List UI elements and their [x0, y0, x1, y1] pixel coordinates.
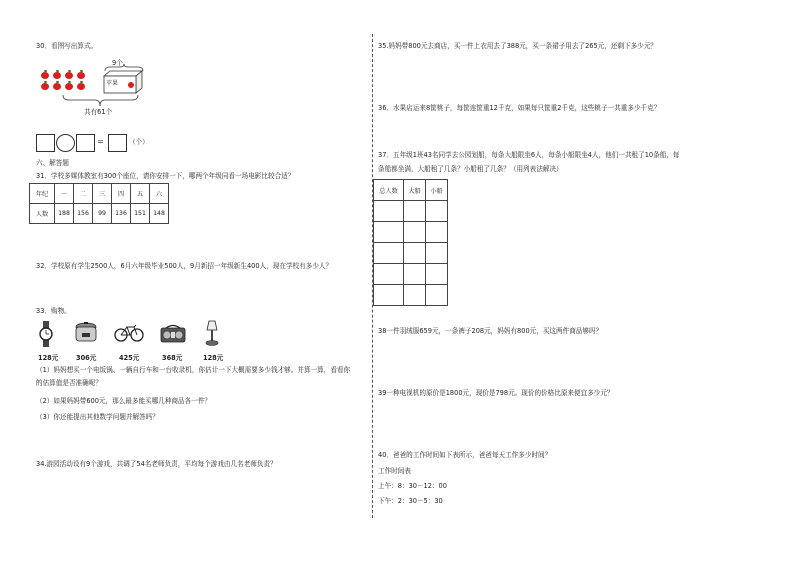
- table-cell: 99: [93, 204, 112, 224]
- unit-label: （个）: [129, 138, 149, 146]
- table-cell: 人数: [30, 204, 55, 224]
- q31-text: 31．学校多媒体教室有300个座位，请你安排一下，哪两个年级同看一场电影比较合适？: [36, 172, 295, 180]
- price-rice-cooker: 306元: [76, 354, 97, 362]
- q37-table: [373, 179, 448, 306]
- q35-text: 35.妈妈带800元去商店，买一件上衣用去了388元，买一条裙子用去了265元，还剩下多少元？: [378, 42, 658, 50]
- apple-icon: [65, 72, 73, 79]
- table-cell: 四: [112, 184, 131, 204]
- q37-line1: 37．五年级1班43名同学去公园划船，每条大船限坐6人，每条小船限坐4人，他们一共租了10条船，每: [378, 151, 680, 159]
- table-cell[interactable]: [426, 285, 448, 306]
- radio-recorder-icon: [160, 324, 186, 343]
- table-cell[interactable]: [374, 264, 404, 285]
- apple-icon: [41, 83, 49, 90]
- table-header-cell: 总人数: [374, 180, 404, 201]
- section-title: 六、解答题: [36, 159, 69, 167]
- q40-afternoon-hours: 下午：2：30－5：30: [378, 497, 443, 505]
- table-cell[interactable]: [374, 285, 404, 306]
- answer-box-1[interactable]: [36, 134, 55, 152]
- table-cell: 二: [74, 184, 93, 204]
- table-cell[interactable]: [426, 243, 448, 264]
- table-header-cell: 小船: [426, 180, 448, 201]
- q33-sub1-line1: （1）妈妈想买一个电饭锅、一辆自行车和一台收录机，你估计一下大概需要多少钱才够。并算一算，看看你: [36, 366, 351, 374]
- operator-circle[interactable]: [56, 134, 75, 152]
- table-cell[interactable]: [374, 201, 404, 222]
- q33-sub1-line2: 的估算值是否准确呢？: [36, 379, 102, 387]
- table-header-cell: 大船: [404, 180, 426, 201]
- q40-morning-hours: 上午：8：30－12：00: [378, 482, 447, 490]
- q34-text: 34.游园活动设有9个游戏，共调了54名老师负责，平均每个游戏由几名老师负责？: [36, 460, 277, 468]
- table-cell: 188: [55, 204, 74, 224]
- table-cell: 136: [112, 204, 131, 224]
- rice-cooker-icon: [74, 322, 98, 344]
- apple-icon: [53, 72, 61, 79]
- apple-icon: [41, 72, 49, 79]
- table-row: [30, 204, 169, 224]
- q33-sub3: （3）你还能提出其他数学问题并解答吗？: [36, 413, 159, 421]
- table-cell: 一: [55, 184, 74, 204]
- table-row: [374, 264, 448, 285]
- q39-text: 39一种电视机的原价是1800元，现价是798元。现价的价格比原来便宜多少元？: [378, 389, 614, 397]
- table-cell[interactable]: [404, 222, 426, 243]
- bicycle-icon: [114, 324, 144, 342]
- table-cell: 年纪: [30, 184, 55, 204]
- price-desk-lamp: 128元: [203, 354, 224, 362]
- apple-icon: [77, 83, 85, 90]
- table-cell: 156: [74, 204, 93, 224]
- table-cell: 三: [93, 184, 112, 204]
- table-row: [374, 285, 448, 306]
- q30-title: 30．看图写出算式。: [36, 42, 98, 50]
- desk-lamp-icon: [203, 320, 221, 346]
- equals-sign: =: [97, 137, 104, 146]
- total-brace-icon: [62, 94, 140, 108]
- q36-text: 36．水果店运来8筐桃子，每筐连筐重12千克，如果每只筐重2千克，这些桃子一共重多少千克？: [378, 104, 661, 112]
- table-row: [374, 201, 448, 222]
- table-row: [30, 184, 169, 204]
- apple-icon: [53, 83, 61, 90]
- table-row: [374, 222, 448, 243]
- q37-line2: 条船都坐满，大船租了几条？小船租了几条？（用列表法解决）: [378, 165, 563, 173]
- q40-table-title: 工作时间表: [378, 467, 411, 475]
- table-cell[interactable]: [404, 285, 426, 306]
- q40-text: 40．爸爸的工作时间如下表所示，爸爸每天工作多少时间？: [378, 451, 552, 459]
- price-bicycle: 425元: [119, 354, 140, 362]
- table-cell[interactable]: [404, 243, 426, 264]
- answer-box-2[interactable]: [76, 134, 95, 152]
- table-cell[interactable]: [374, 243, 404, 264]
- table-cell[interactable]: [426, 222, 448, 243]
- apple-box-label: 苹果: [106, 80, 119, 87]
- total-count-label: 共有61个: [84, 108, 113, 116]
- table-cell: 151: [131, 204, 150, 224]
- q32-text: 32．学校原有学生2500人，6月六年级毕业500人，9月新招一年级新生400人，现在学校有多少人？: [36, 262, 333, 270]
- table-cell[interactable]: [374, 222, 404, 243]
- q31-table: [29, 183, 169, 224]
- price-watch: 128元: [38, 354, 59, 362]
- table-cell: 148: [150, 204, 169, 224]
- table-cell[interactable]: [426, 201, 448, 222]
- apple-icon: [77, 72, 85, 79]
- nine-count-label: 9个: [112, 59, 123, 67]
- table-cell: 五: [131, 184, 150, 204]
- table-cell[interactable]: [404, 264, 426, 285]
- q33-title: 33．购物。: [36, 307, 71, 315]
- table-cell[interactable]: [404, 201, 426, 222]
- apple-icon: [65, 83, 73, 90]
- answer-box-3[interactable]: [108, 134, 127, 152]
- table-row: [374, 243, 448, 264]
- table-cell: 六: [150, 184, 169, 204]
- price-radio-recorder: 368元: [162, 354, 183, 362]
- watch-icon: [39, 321, 53, 347]
- table-row: [374, 180, 448, 201]
- table-cell[interactable]: [426, 264, 448, 285]
- q33-sub2: （2）如果妈妈带600元，那么最多能买哪几种商品各一件？: [36, 397, 212, 405]
- q38-text: 38一件羽绒服659元，一条裤子208元，妈妈有800元，买这两件商品够吗？: [378, 327, 603, 335]
